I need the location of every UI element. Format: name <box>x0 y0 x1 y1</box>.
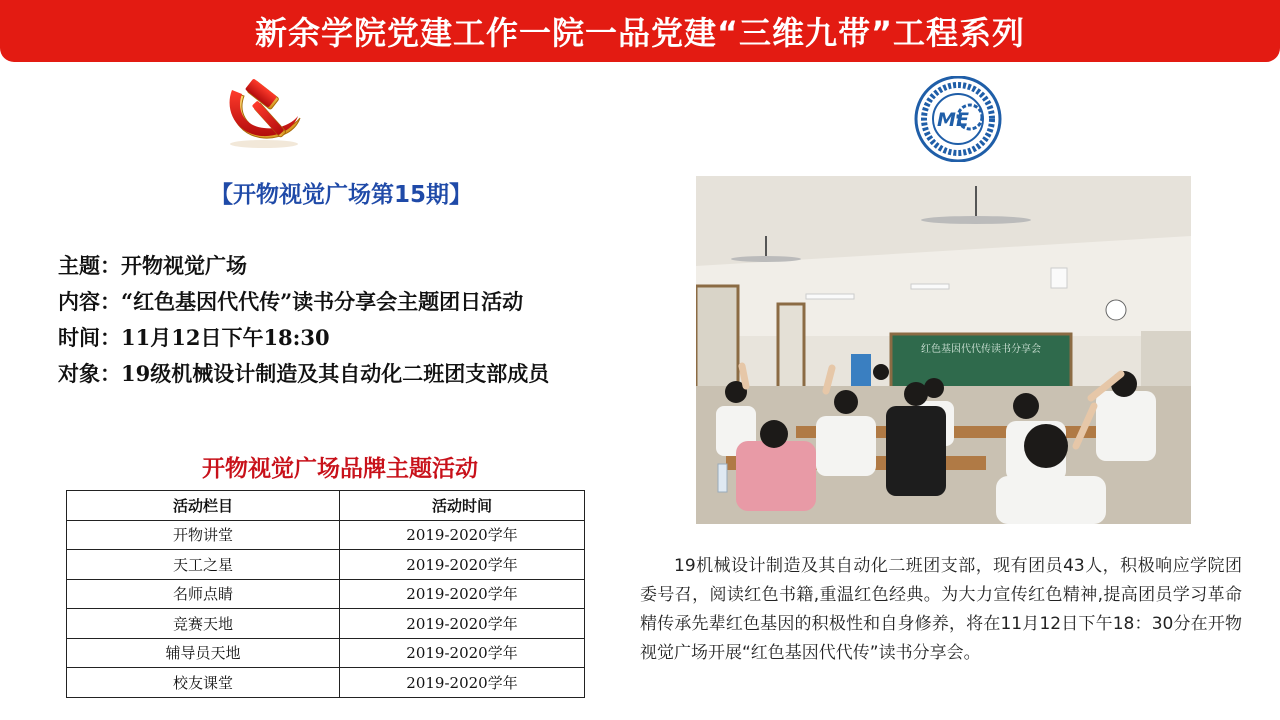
table-row <box>67 520 585 550</box>
brand-activities-title: 开物视觉广场品牌主题活动 <box>202 455 478 482</box>
issue-title: 【开物视觉广场第15期】 <box>209 182 472 208</box>
info-topic <box>58 248 638 284</box>
blackboard-text: 红色基因代代传读书分享会 <box>921 344 1041 355</box>
header-banner <box>0 0 1280 62</box>
classroom-photo-illustration <box>696 176 1191 524</box>
table-row <box>67 579 585 609</box>
info-content <box>58 284 638 320</box>
description-text: 19机械设计制造及其自动化二班团支部，现有团员43人，积极响应学院团委号召，阅读红色书籍,重温红色经典。为大力宣传红色精神,提高团员学习革命精传承先辈红色基因的积极性和自身修养，将在11月12日下午18：30分在开物视觉广场开展“红色基因代代传”读书分享会。 <box>640 556 1242 663</box>
info-audience <box>58 356 638 392</box>
school-logo <box>911 76 1005 162</box>
column-header-program: 活动栏目 <box>67 491 340 521</box>
time-cell: 2019-2020学年 <box>340 638 585 668</box>
table-row <box>67 638 585 668</box>
activities-table <box>66 490 585 698</box>
info-time-value: 11月12日下午18:30 <box>121 325 330 350</box>
time-cell: 2019-2020学年 <box>340 550 585 580</box>
program-cell: 天工之星 <box>67 550 340 580</box>
party-emblem-icon <box>220 78 306 150</box>
table-header-row <box>67 491 585 521</box>
description-paragraph <box>640 552 1242 668</box>
page-title: 新余学院党建工作一院一品党建“三维九带”工程系列 <box>254 14 1026 52</box>
classroom-photo <box>696 176 1191 524</box>
table-row <box>67 550 585 580</box>
info-audience-label: 对象： <box>58 361 121 386</box>
program-cell: 开物讲堂 <box>67 520 340 550</box>
time-cell: 2019-2020学年 <box>340 579 585 609</box>
info-time <box>58 320 638 356</box>
info-topic-label: 主题： <box>58 253 121 278</box>
column-header-time: 活动时间 <box>340 491 585 521</box>
info-topic-value: 开物视觉广场 <box>121 253 247 278</box>
time-cell: 2019-2020学年 <box>340 520 585 550</box>
info-time-label: 时间： <box>58 325 121 350</box>
program-cell: 校友课堂 <box>67 668 340 698</box>
time-cell: 2019-2020学年 <box>340 609 585 639</box>
program-cell: 辅导员天地 <box>67 638 340 668</box>
activity-info <box>58 248 638 392</box>
program-cell: 名师点睛 <box>67 579 340 609</box>
table-row <box>67 668 585 698</box>
school-logo-text: ME <box>937 109 969 131</box>
info-content-value: “红色基因代代传”读书分享会主题团日活动 <box>121 289 524 314</box>
table-row <box>67 609 585 639</box>
info-content-label: 内容： <box>58 289 121 314</box>
info-audience-value: 19级机械设计制造及其自动化二班团支部成员 <box>121 361 550 386</box>
time-cell: 2019-2020学年 <box>340 668 585 698</box>
program-cell: 竞赛天地 <box>67 609 340 639</box>
